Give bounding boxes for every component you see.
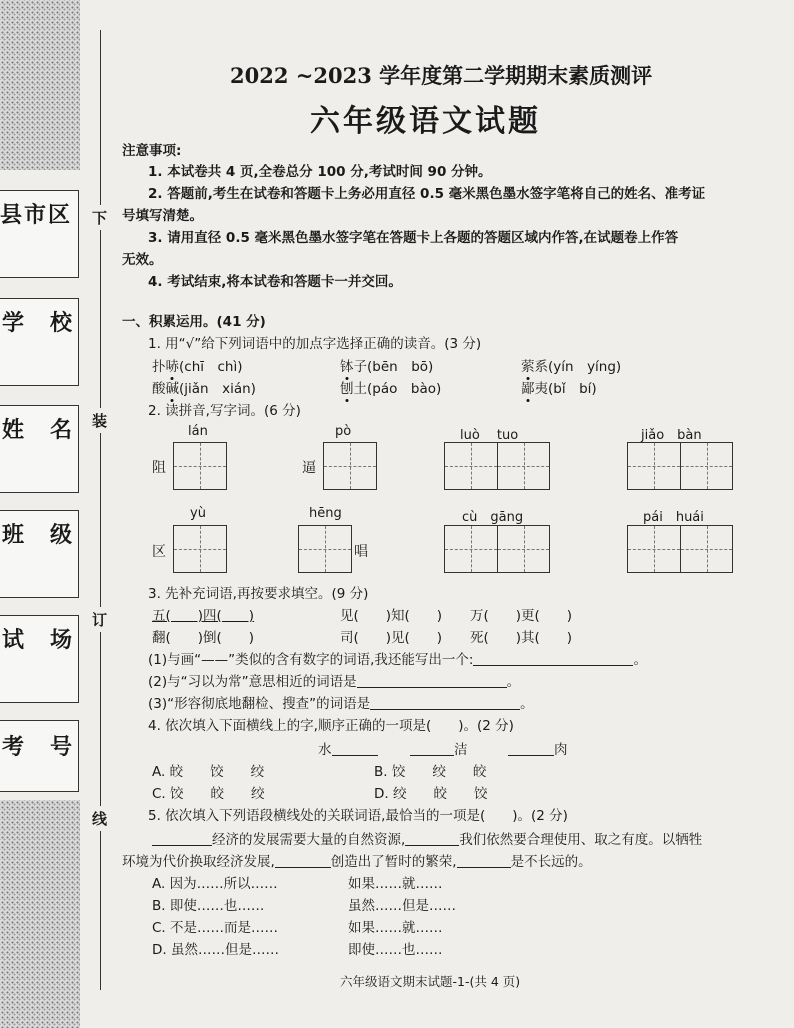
- q3-sub: (2)与“习以为常”意思相近的词语是 。: [148, 674, 521, 690]
- binding-char: 装: [92, 408, 107, 433]
- binding-char: 下: [92, 205, 107, 230]
- writing-box[interactable]: [173, 525, 227, 573]
- writing-box[interactable]: [444, 525, 550, 573]
- answer-line[interactable]: [332, 742, 378, 756]
- idiom-blank[interactable]: 翻( )倒( ): [152, 630, 255, 646]
- q5-option-d-part2: 即使……也……: [348, 942, 443, 958]
- pinyin: luò tuo: [460, 428, 519, 443]
- q4-stem: 4. 依次填入下面横线上的字,顺序正确的一项是( )。(2 分): [148, 718, 514, 734]
- word-prefix: 逼: [302, 460, 316, 476]
- answer-line[interactable]: [370, 696, 520, 710]
- q4-word: 水: [318, 738, 378, 758]
- q4-option-d[interactable]: D. 绞 皎 饺: [374, 786, 488, 802]
- binding-char: 线: [92, 806, 107, 831]
- q4-word: 洁: [410, 738, 468, 758]
- page-footer: 六年级语文期末试题-1-(共 4 页): [340, 974, 521, 989]
- binding-line: [100, 30, 101, 990]
- room-label: 试 场: [2, 628, 75, 653]
- answer-line[interactable]: [275, 854, 331, 868]
- notes-heading: 注意事项:: [122, 143, 182, 159]
- q3-sub: (1)与画“——”类似的含有数字的词语,我还能写出一个: 。: [148, 652, 647, 668]
- q1-item: 鄙夷(bǐ bí): [521, 381, 597, 397]
- q1-item: 刨土(páo bào): [340, 381, 442, 397]
- notes-item: 4. 考试结束,将本试卷和答题卡一并交回。: [148, 274, 402, 290]
- answer-line[interactable]: [357, 674, 507, 688]
- q1-stem: 1. 用“√”给下列词语中的加点字选择正确的读音。(3 分): [148, 336, 482, 352]
- q4-option-c[interactable]: C. 饺 皎 绞: [152, 786, 265, 802]
- name-label: 姓 名: [2, 418, 75, 443]
- answer-line[interactable]: [405, 832, 459, 846]
- idiom-blank[interactable]: 死( )其( ): [470, 630, 573, 646]
- writing-box[interactable]: [173, 442, 227, 490]
- word-prefix: 区: [152, 544, 166, 560]
- q1-item: 钵子(bēn bō): [340, 359, 434, 375]
- pinyin: pò: [335, 424, 352, 439]
- word-prefix: 阻: [152, 460, 166, 476]
- q5-option-a[interactable]: A. 因为……所以……: [152, 876, 278, 892]
- q2-stem: 2. 读拼音,写字词。(6 分): [148, 403, 301, 419]
- q5-option-c-part2: 如果……就……: [348, 920, 443, 936]
- q3-sub: (3)“形容彻底地翻检、搜查”的词语是 。: [148, 696, 534, 712]
- writing-box[interactable]: [323, 442, 377, 490]
- page-title: 六年级语文试题: [310, 104, 541, 139]
- pinyin: yù: [190, 506, 206, 521]
- q4-option-a[interactable]: A. 皎 饺 绞: [152, 764, 265, 780]
- pinyin: pái huái: [643, 510, 704, 525]
- term-title: 2022 ~2023 学年度第二学期期末素质测评: [230, 63, 653, 88]
- pinyin: lán: [188, 424, 208, 439]
- writing-box[interactable]: [298, 525, 352, 573]
- binding-pattern: [0, 0, 80, 170]
- school-label: 学 校: [2, 311, 75, 336]
- county-label: 县市区: [0, 203, 73, 228]
- q5-option-c[interactable]: C. 不是……而是……: [152, 920, 279, 936]
- pinyin: cù gāng: [462, 510, 524, 525]
- notes-item: 号填写清楚。: [122, 208, 203, 224]
- pinyin: hēng: [309, 506, 342, 521]
- idiom-blank[interactable]: 万( )更( ): [470, 608, 573, 624]
- section-heading: 一、积累运用。(41 分): [122, 314, 266, 330]
- notes-item: 无效。: [122, 252, 163, 268]
- idiom-blank[interactable]: 司( )见( ): [340, 630, 443, 646]
- writing-box[interactable]: [444, 442, 550, 490]
- q5-stem: 5. 依次填入下列语段横线处的关联词语,最恰当的一项是( )。(2 分): [148, 808, 568, 824]
- notes-item: 2. 答题前,考生在试卷和答题卡上务必用直径 0.5 毫米黑色墨水签字笔将自己的姓名、准考证: [148, 186, 706, 202]
- q5-option-a-part2: 如果……就……: [348, 876, 443, 892]
- binding-char: 订: [92, 607, 107, 632]
- q3-stem: 3. 先补充词语,再按要求填空。(9 分): [148, 586, 369, 602]
- word-suffix: 唱: [354, 544, 368, 560]
- idiom-blank[interactable]: 见( )知( ): [340, 608, 443, 624]
- q1-item: 扑哧(chī chì): [152, 359, 243, 375]
- answer-line[interactable]: [410, 742, 454, 756]
- q1-item: 酸碱(jiǎn xián): [152, 381, 256, 397]
- q5-passage: 经济的发展需要大量的自然资源, 我们依然要合理使用、取之有度。以牺牲: [152, 828, 702, 848]
- q4-option-b[interactable]: B. 饺 绞 皎: [374, 764, 487, 780]
- pinyin: jiǎo bàn: [641, 428, 702, 443]
- q5-option-b[interactable]: B. 即使……也……: [152, 898, 265, 914]
- class-label: 班 级: [2, 523, 75, 548]
- idiom-blank[interactable]: 五( )四( ): [152, 608, 255, 624]
- q4-word: 肉: [508, 738, 568, 758]
- exam-number-label: 考 号: [2, 735, 75, 760]
- answer-line[interactable]: [473, 652, 633, 666]
- answer-line[interactable]: [152, 832, 212, 846]
- notes-item: 1. 本试卷共 4 页,全卷总分 100 分,考试时间 90 分钟。: [148, 164, 492, 180]
- notes-item: 3. 请用直径 0.5 毫米黑色墨水签字笔在答题卡上各题的答题区域内作答,在试题卷上作答: [148, 230, 679, 246]
- answer-line[interactable]: [508, 742, 554, 756]
- answer-line[interactable]: [457, 854, 511, 868]
- q5-passage: 环境为代价换取经济发展, 创造出了暂时的繁荣, 是不长远的。: [122, 854, 592, 870]
- writing-box[interactable]: [627, 442, 733, 490]
- q1-item: 萦系(yín yíng): [521, 359, 622, 375]
- q5-option-d[interactable]: D. 虽然……但是……: [152, 942, 279, 958]
- writing-box[interactable]: [627, 525, 733, 573]
- binding-pattern: [0, 800, 80, 1028]
- q5-option-b-part2: 虽然……但是……: [348, 898, 456, 914]
